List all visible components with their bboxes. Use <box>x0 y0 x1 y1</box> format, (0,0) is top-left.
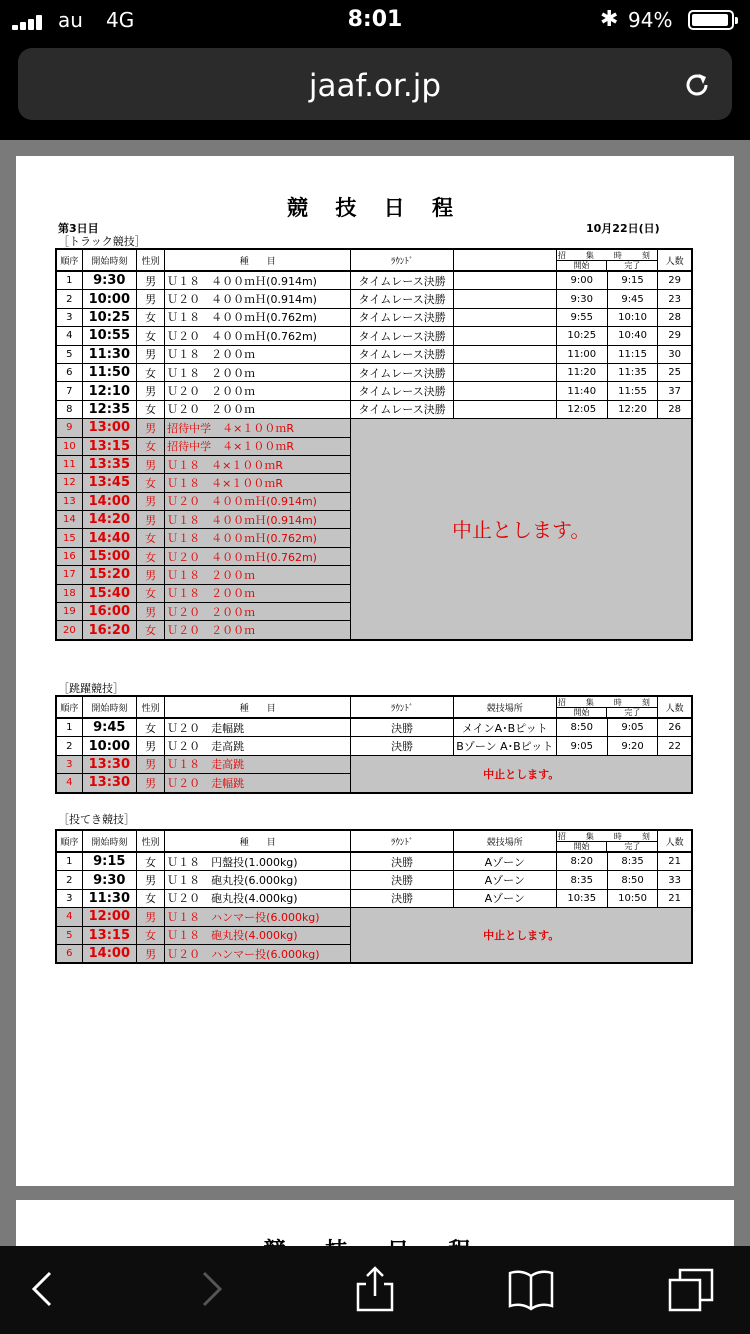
cell-event: 招待中学 ４×１００ｍR <box>165 419 351 437</box>
cancelled-note: 中止とします。 <box>351 908 692 964</box>
cell-count: 30 <box>658 345 692 363</box>
cell-order: 4 <box>56 327 82 345</box>
cell-start-time: 13:30 <box>82 774 136 793</box>
cell-sex: 男 <box>136 382 164 400</box>
section-label: ［トラック競技］ <box>58 235 146 248</box>
cell-order: 20 <box>56 621 82 640</box>
cell-sex: 女 <box>136 474 164 492</box>
cell-order: 5 <box>56 345 82 363</box>
cell-event: Ｕ１８ ２００ｍ <box>165 566 351 584</box>
cell-start-time: 11:50 <box>82 363 136 381</box>
section-label: ［投てき競技］ <box>58 813 135 826</box>
cell-event: Ｕ２０ ４００ｍＨ(0.762m) <box>165 327 351 345</box>
schedule-row <box>56 308 692 326</box>
header-order: 順序 <box>56 830 82 852</box>
cell-sex: 男 <box>136 944 164 963</box>
cell-call-end: 10:10 <box>607 308 657 326</box>
cell-sex: 男 <box>136 455 164 473</box>
cell-order: 8 <box>56 400 82 418</box>
header-count: 人数 <box>658 249 692 271</box>
schedule-row <box>56 400 692 418</box>
cell-venue: Aゾーン <box>453 889 556 907</box>
cell-event: Ｕ１８ ２００ｍ <box>165 363 351 381</box>
battery-icon <box>688 10 734 30</box>
clock: 8:01 <box>347 7 403 32</box>
cell-venue <box>453 327 556 345</box>
cell-venue <box>453 290 556 308</box>
cell-order: 4 <box>56 774 82 793</box>
cell-event: Ｕ１８ ２００ｍ <box>165 345 351 363</box>
header-call-title: 招 集 時 刻 <box>557 250 656 260</box>
cell-start-time: 14:40 <box>82 529 136 547</box>
cell-sex: 女 <box>136 400 164 418</box>
header-venue <box>453 249 556 271</box>
cell-order: 2 <box>56 871 82 889</box>
schedule-row <box>56 889 692 907</box>
cell-call-start: 9:00 <box>556 271 607 290</box>
cell-order: 3 <box>56 308 82 326</box>
cell-event: Ｕ１８ 走高跳 <box>165 755 351 773</box>
cell-call-start: 11:40 <box>556 382 607 400</box>
cell-venue: メインA･Bピット <box>453 718 556 737</box>
cell-venue: Aゾーン <box>453 871 556 889</box>
cell-sex: 女 <box>136 308 164 326</box>
header-row <box>56 696 692 718</box>
cell-call-end: 11:35 <box>607 363 657 381</box>
cell-call-end: 8:35 <box>607 852 657 871</box>
cell-sex: 女 <box>136 327 164 345</box>
cell-event: Ｕ２０ ４００ｍＨ(0.914m) <box>165 290 351 308</box>
cell-order: 4 <box>56 908 82 926</box>
header-start-time: 開始時刻 <box>82 696 136 718</box>
cell-call-start: 11:20 <box>556 363 607 381</box>
cell-event: Ｕ１８ 砲丸投(4.000kg) <box>165 926 351 944</box>
cell-order: 6 <box>56 363 82 381</box>
header-order: 順序 <box>56 696 82 718</box>
header-sex: 性別 <box>136 696 164 718</box>
cell-start-time: 13:00 <box>82 419 136 437</box>
cell-call-start: 8:50 <box>556 718 607 737</box>
cell-sex: 男 <box>136 511 164 529</box>
cell-round: タイムレース決勝 <box>351 290 454 308</box>
cancelled-row <box>56 419 692 437</box>
carrier-name: au <box>58 8 83 32</box>
cell-sex: 男 <box>136 566 164 584</box>
schedule-row <box>56 718 692 737</box>
cell-order: 7 <box>56 382 82 400</box>
cell-round: タイムレース決勝 <box>351 363 454 381</box>
header-sex: 性別 <box>136 249 164 271</box>
cancelled-row <box>56 908 692 926</box>
cell-call-start: 10:35 <box>556 889 607 907</box>
cell-event: Ｕ１８ ２００ｍ <box>165 584 351 602</box>
cell-start-time: 12:10 <box>82 382 136 400</box>
header-row <box>56 249 692 271</box>
cell-start-time: 10:00 <box>82 737 136 755</box>
cell-call-end: 8:50 <box>607 871 657 889</box>
cell-event: Ｕ１８ ４００ｍＨ(0.914m) <box>165 511 351 529</box>
cell-venue <box>453 271 556 290</box>
cell-order: 3 <box>56 889 82 907</box>
cell-order: 9 <box>56 419 82 437</box>
cell-order: 17 <box>56 566 82 584</box>
cell-sex: 男 <box>136 290 164 308</box>
schedule-row <box>56 871 692 889</box>
cell-sex: 女 <box>136 529 164 547</box>
cell-venue <box>453 308 556 326</box>
cell-sex: 女 <box>136 437 164 455</box>
cell-start-time: 10:00 <box>82 290 136 308</box>
header-call-title: 招 集 時 刻 <box>557 831 656 841</box>
cell-round: タイムレース決勝 <box>351 400 454 418</box>
back-icon[interactable] <box>20 1266 66 1312</box>
cell-order: 15 <box>56 529 82 547</box>
cell-call-start: 9:55 <box>556 308 607 326</box>
cell-venue <box>453 345 556 363</box>
cell-event: Ｕ２０ 走幅跳 <box>165 718 351 737</box>
header-call-start: 開始 <box>557 261 608 270</box>
cell-count: 22 <box>658 737 692 755</box>
status-bar <box>0 0 750 40</box>
cell-start-time: 12:35 <box>82 400 136 418</box>
cell-event: Ｕ１８ ４００ｍＨ(0.762m) <box>165 529 351 547</box>
cell-sex: 女 <box>136 584 164 602</box>
header-start-time: 開始時刻 <box>82 830 136 852</box>
cell-start-time: 9:30 <box>82 871 136 889</box>
cell-count: 26 <box>658 718 692 737</box>
header-event: 種 目 <box>165 249 351 271</box>
cell-round: 決勝 <box>351 889 454 907</box>
cell-start-time: 15:20 <box>82 566 136 584</box>
cell-order: 18 <box>56 584 82 602</box>
schedule-row <box>56 737 692 755</box>
header-call-title: 招 集 時 刻 <box>557 697 656 707</box>
header-count: 人数 <box>658 830 692 852</box>
cell-event: Ｕ１８ ４×１００ｍR <box>165 474 351 492</box>
bookmarks-icon[interactable] <box>508 1266 554 1312</box>
cell-count: 28 <box>658 400 692 418</box>
cell-sex: 男 <box>136 755 164 773</box>
cell-call-start: 8:35 <box>556 871 607 889</box>
cell-venue <box>453 400 556 418</box>
cell-event: Ｕ１８ ４００ｍＨ(0.762m) <box>165 308 351 326</box>
header-call-time <box>556 696 658 718</box>
cell-count: 25 <box>658 363 692 381</box>
cell-sex: 男 <box>136 345 164 363</box>
cell-sex: 女 <box>136 926 164 944</box>
cell-call-end: 9:20 <box>607 737 657 755</box>
cell-sex: 女 <box>136 852 164 871</box>
throw-schedule-table <box>55 829 693 964</box>
cell-call-end: 9:15 <box>607 271 657 290</box>
header-row <box>56 830 692 852</box>
cell-count: 29 <box>658 271 692 290</box>
cell-event: Ｕ１８ 円盤投(1.000kg) <box>165 852 351 871</box>
header-round: ﾗｳﾝﾄﾞ <box>351 830 454 852</box>
header-start-time: 開始時刻 <box>82 249 136 271</box>
tabs-icon[interactable] <box>668 1266 714 1312</box>
address-bar[interactable] <box>18 48 732 120</box>
network-type: 4G <box>106 8 135 32</box>
date-label: 10月22日(日) <box>586 222 660 235</box>
cell-sex: 男 <box>136 603 164 621</box>
cell-count: 21 <box>658 852 692 871</box>
cell-sex: 女 <box>136 718 164 737</box>
cell-start-time: 14:00 <box>82 492 136 510</box>
header-order: 順序 <box>56 249 82 271</box>
header-round: ﾗｳﾝﾄﾞ <box>351 696 454 718</box>
cell-start-time: 14:20 <box>82 511 136 529</box>
cell-order: 14 <box>56 511 82 529</box>
cell-round: タイムレース決勝 <box>351 382 454 400</box>
cell-start-time: 15:40 <box>82 584 136 602</box>
cell-call-start: 9:05 <box>556 737 607 755</box>
cell-call-start: 12:05 <box>556 400 607 418</box>
browser-header <box>0 40 750 140</box>
header-venue: 競技場所 <box>453 696 556 718</box>
cell-start-time: 13:30 <box>82 755 136 773</box>
cell-sex: 男 <box>136 271 164 290</box>
cell-round: 決勝 <box>351 852 454 871</box>
cell-start-time: 13:15 <box>82 926 136 944</box>
cell-start-time: 9:15 <box>82 852 136 871</box>
cell-venue <box>453 363 556 381</box>
schedule-row <box>56 382 692 400</box>
header-sex: 性別 <box>136 830 164 852</box>
header-event: 種 目 <box>165 830 351 852</box>
cell-order: 5 <box>56 926 82 944</box>
cell-order: 16 <box>56 547 82 565</box>
cell-event: Ｕ２０ ４００ｍＨ(0.762m) <box>165 547 351 565</box>
bluetooth-icon: ✱ <box>600 7 619 32</box>
cell-round: 決勝 <box>351 718 454 737</box>
cell-start-time: 13:15 <box>82 437 136 455</box>
cell-sex: 女 <box>136 621 164 640</box>
cell-order: 11 <box>56 455 82 473</box>
cell-order: 19 <box>56 603 82 621</box>
cell-count: 23 <box>658 290 692 308</box>
cell-event: Ｕ１８ ４×１００ｍR <box>165 455 351 473</box>
cell-event: Ｕ２０ 走幅跳 <box>165 774 351 793</box>
header-call-start: 開始 <box>557 708 608 717</box>
schedule-row <box>56 363 692 381</box>
header-count: 人数 <box>658 696 692 718</box>
cell-start-time: 9:45 <box>82 718 136 737</box>
document-title: 競 技 日 程 <box>287 196 463 220</box>
track-schedule-table <box>55 248 693 641</box>
cell-round: タイムレース決勝 <box>351 308 454 326</box>
cell-event: Ｕ２０ ２００ｍ <box>165 382 351 400</box>
cell-start-time: 16:20 <box>82 621 136 640</box>
cell-sex: 男 <box>136 774 164 793</box>
cell-sex: 男 <box>136 871 164 889</box>
cell-order: 12 <box>56 474 82 492</box>
cell-order: 13 <box>56 492 82 510</box>
cell-sex: 女 <box>136 547 164 565</box>
forward-icon[interactable] <box>188 1266 234 1312</box>
schedule-row <box>56 327 692 345</box>
cell-start-time: 11:30 <box>82 345 136 363</box>
cell-order: 10 <box>56 437 82 455</box>
cell-venue <box>453 382 556 400</box>
cell-order: 1 <box>56 718 82 737</box>
cell-call-start: 11:00 <box>556 345 607 363</box>
cell-order: 3 <box>56 755 82 773</box>
cell-call-start: 9:30 <box>556 290 607 308</box>
header-call-end: 完了 <box>624 841 641 851</box>
cell-call-end: 9:05 <box>607 718 657 737</box>
cell-event: Ｕ２０ ４００ｍＨ(0.914m) <box>165 492 351 510</box>
cell-count: 33 <box>658 871 692 889</box>
cancelled-note: 中止とします。 <box>351 755 692 792</box>
battery-percent: 94% <box>628 8 673 32</box>
cell-sex: 男 <box>136 492 164 510</box>
cell-count: 21 <box>658 889 692 907</box>
cell-order: 2 <box>56 737 82 755</box>
schedule-row <box>56 271 692 290</box>
cell-start-time: 9:30 <box>82 271 136 290</box>
jump-schedule-table <box>55 695 693 794</box>
cell-call-start: 10:25 <box>556 327 607 345</box>
cell-event: Ｕ１８ ４００ｍＨ(0.914m) <box>165 271 351 290</box>
cancelled-row <box>56 755 692 773</box>
cell-start-time: 16:00 <box>82 603 136 621</box>
cell-start-time: 13:35 <box>82 455 136 473</box>
header-call-sub <box>557 842 658 851</box>
header-round: ﾗｳﾝﾄﾞ <box>351 249 454 271</box>
cell-call-end: 10:50 <box>607 889 657 907</box>
cell-start-time: 12:00 <box>82 908 136 926</box>
header-call-sub <box>557 708 658 717</box>
cell-start-time: 14:00 <box>82 944 136 963</box>
header-venue: 競技場所 <box>453 830 556 852</box>
cell-sex: 男 <box>136 737 164 755</box>
cell-round: タイムレース決勝 <box>351 327 454 345</box>
cell-sex: 男 <box>136 908 164 926</box>
header-event: 種 目 <box>165 696 351 718</box>
reload-icon[interactable] <box>682 70 712 100</box>
cell-event: Ｕ１８ ハンマー投(6.000kg) <box>165 908 351 926</box>
cell-round: 決勝 <box>351 737 454 755</box>
cell-event: 招待中学 ４×１００ｍR <box>165 437 351 455</box>
cell-order: 1 <box>56 271 82 290</box>
cell-start-time: 15:00 <box>82 547 136 565</box>
cell-event: Ｕ２０ ２００ｍ <box>165 621 351 640</box>
cell-call-end: 9:45 <box>607 290 657 308</box>
cell-start-time: 10:25 <box>82 308 136 326</box>
section-label: ［跳躍競技］ <box>58 682 124 695</box>
header-call-time <box>556 830 658 852</box>
cell-call-end: 10:40 <box>607 327 657 345</box>
cell-call-end: 11:15 <box>607 345 657 363</box>
cell-call-end: 12:20 <box>607 400 657 418</box>
cell-order: 2 <box>56 290 82 308</box>
header-call-end: 完了 <box>624 707 641 717</box>
cell-event: Ｕ２０ ハンマー投(6.000kg) <box>165 944 351 963</box>
cell-venue: Aゾーン <box>453 852 556 871</box>
cancelled-note: 中止とします。 <box>351 419 692 640</box>
cell-count: 37 <box>658 382 692 400</box>
share-icon[interactable] <box>352 1266 398 1312</box>
cell-count: 29 <box>658 327 692 345</box>
cell-venue: Bゾーン A･Bピット <box>453 737 556 755</box>
cell-sex: 女 <box>136 363 164 381</box>
cell-start-time: 13:45 <box>82 474 136 492</box>
header-call-sub <box>557 261 658 270</box>
day-label: 第3日目 <box>58 222 99 235</box>
cell-round: タイムレース決勝 <box>351 345 454 363</box>
cell-start-time: 11:30 <box>82 889 136 907</box>
cell-event: Ｕ２０ 砲丸投(4.000kg) <box>165 889 351 907</box>
cell-order: 1 <box>56 852 82 871</box>
cell-event: Ｕ１８ 砲丸投(6.000kg) <box>165 871 351 889</box>
cell-call-start: 8:20 <box>556 852 607 871</box>
header-call-start: 開始 <box>557 842 608 851</box>
cell-event: Ｕ２０ 走高跳 <box>165 737 351 755</box>
browser-toolbar <box>0 1246 750 1334</box>
cell-event: Ｕ２０ ２００ｍ <box>165 400 351 418</box>
url-text[interactable]: jaaf.or.jp <box>308 68 442 104</box>
schedule-row <box>56 290 692 308</box>
cell-sex: 女 <box>136 889 164 907</box>
header-call-end: 完了 <box>624 260 641 270</box>
cell-count: 28 <box>658 308 692 326</box>
cell-start-time: 10:55 <box>82 327 136 345</box>
cell-event: Ｕ２０ ２００ｍ <box>165 603 351 621</box>
schedule-row <box>56 852 692 871</box>
cell-round: タイムレース決勝 <box>351 271 454 290</box>
schedule-row <box>56 345 692 363</box>
cell-round: 決勝 <box>351 871 454 889</box>
cell-order: 6 <box>56 944 82 963</box>
cell-sex: 男 <box>136 419 164 437</box>
cell-call-end: 11:55 <box>607 382 657 400</box>
header-call-time <box>556 249 658 271</box>
